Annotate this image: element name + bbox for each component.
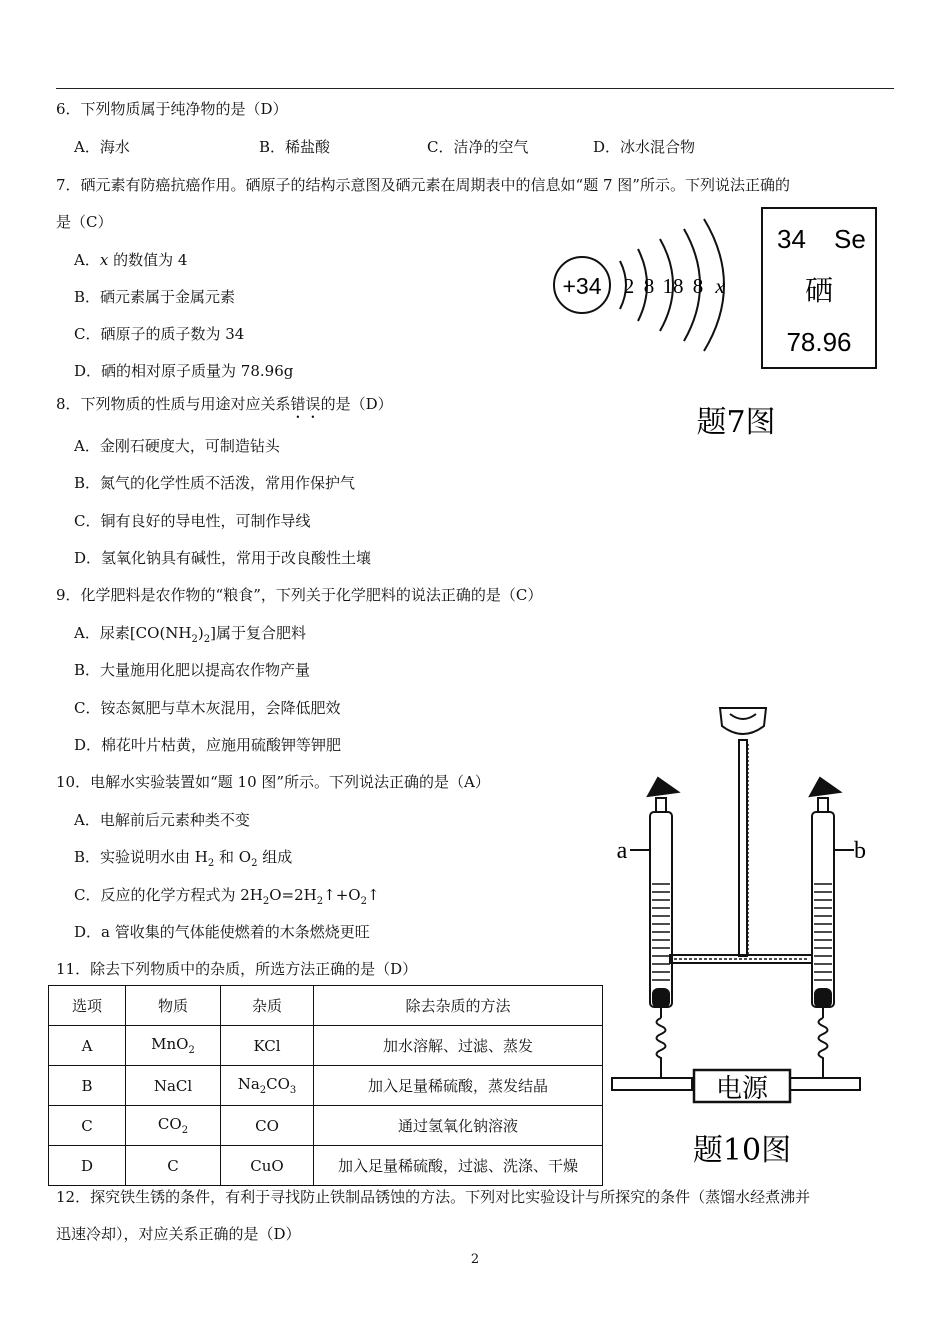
- q10-option-c-t1: C．反应的化学方程式为 2H: [74, 886, 263, 904]
- q10-option-c-t3: ↑+O: [323, 886, 361, 904]
- left-rail: [612, 1078, 692, 1090]
- left-stopcock-valve: [648, 778, 678, 796]
- q11-table: [48, 985, 603, 1186]
- atom-structure-diagram: [554, 219, 725, 351]
- table-cell-method: 通过氢氧化钠溶液: [314, 1106, 603, 1146]
- shell-count-3: 18: [662, 274, 684, 298]
- q9-option-a-t2: ): [197, 624, 204, 642]
- right-tube: [812, 812, 834, 1007]
- q8-option-d: D．氢氧化钠具有碱性，常用于改良酸性土壤: [74, 549, 372, 567]
- q9-option-b: B．大量施用化肥以提高农作物产量: [74, 661, 311, 679]
- table-cell-impurity: [221, 1106, 314, 1146]
- q11-stem: 11．除去下列物质中的杂质，所选方法正确的是（D）: [56, 960, 418, 978]
- table-cell-substance: [126, 1066, 221, 1106]
- q9-stem: 9．化学肥料是农作物的“粮食”，下列关于化学肥料的说法正确的是（C）: [56, 586, 543, 604]
- q7-figure: [548, 205, 888, 450]
- q9-option-a-sub1: 2: [191, 634, 198, 645]
- table-cell-method: 加入足量稀硫酸，蒸发结晶: [314, 1066, 603, 1106]
- formula-sub: 2: [259, 1085, 267, 1096]
- table-header-cell: 除去杂质的方法: [314, 986, 603, 1026]
- table-header-row: [49, 986, 603, 1026]
- q7-option-d: D．硒的相对原子质量为 78.96g: [74, 362, 294, 380]
- q7-figure-caption: 题7图: [696, 405, 776, 440]
- q9-option-d: D．棉花叶片枯黄，应施用硫酸钾等钾肥: [74, 736, 342, 754]
- formula-text: NaCl: [153, 1076, 193, 1095]
- table-cell-method: 加水溶解、过滤、蒸发: [314, 1026, 603, 1066]
- q8-option-c: C．铜有良好的导电性，可制作导线: [74, 512, 311, 530]
- q9-option-a-t3: ]属于复合肥料: [210, 624, 306, 642]
- formula-text: CO: [157, 1115, 182, 1133]
- top-rule: [56, 88, 894, 89]
- formula-sub: 2: [181, 1125, 189, 1136]
- table-cell-option: A: [49, 1026, 126, 1066]
- element-name: 硒: [804, 274, 834, 307]
- nucleus-charge: +34: [562, 273, 602, 299]
- right-stopcock-valve: [810, 778, 840, 796]
- q10-option-c-sub1: 2: [262, 896, 270, 907]
- q10-option-b-t2: 和 O: [214, 848, 252, 866]
- q10-option-c-sub3: 2: [360, 896, 367, 907]
- left-electrode: [652, 988, 670, 1008]
- q6-stem: 6．下列物质属于纯净物的是（D）: [56, 100, 288, 118]
- table-row: [49, 1106, 603, 1146]
- shell-count-2: 8: [643, 274, 655, 298]
- left-tube: [650, 812, 672, 1007]
- table-cell-method: 加入足量稀硫酸，过滤、洗涤、干燥: [314, 1146, 603, 1186]
- label-a: a: [616, 838, 628, 864]
- shell-count-4: 8: [692, 274, 704, 298]
- q9-option-a-sub2: 2: [203, 634, 211, 645]
- q7-stem-line2: 是（C）: [56, 213, 113, 231]
- periodic-table-cell: [762, 208, 876, 368]
- right-electrode: [814, 988, 832, 1008]
- q12-stem-line2: 迅速冷却），对应关系正确的是（D）: [56, 1225, 301, 1243]
- right-coil: [819, 1018, 828, 1078]
- q8-option-a: A．金刚石硬度大，可制造钻头: [74, 437, 280, 455]
- formula-text: KCl: [253, 1036, 281, 1055]
- table-header-cell: 杂质: [221, 986, 314, 1026]
- q10-option-a: A．电解前后元素种类不变: [74, 811, 250, 829]
- q10-stem: 10．电解水实验装置如“题 10 图”所示。下列说法正确的是（A）: [56, 773, 490, 791]
- q6-options: [74, 136, 695, 157]
- funnel-stem: [739, 740, 747, 956]
- element-atomic-mass: 78.96: [786, 327, 852, 357]
- electrolysis-apparatus: [612, 708, 860, 1102]
- table-row: [49, 1026, 603, 1066]
- element-symbol: Se: [834, 224, 866, 254]
- q10-option-c-t4: ↑: [366, 886, 380, 904]
- formula-text: C: [167, 1156, 179, 1175]
- formula-text: CuO: [250, 1156, 284, 1175]
- table-cell-substance: [126, 1106, 221, 1146]
- table-row: [49, 1146, 603, 1186]
- q7-option-a-prefix: A．: [74, 251, 100, 269]
- q8-stem-part1: 8．下列物质的性质与用途对应关系: [56, 395, 291, 413]
- table-row: [49, 1066, 603, 1106]
- page-number: 2: [470, 1252, 480, 1267]
- q7-stem-line1: 7．硒元素有防癌抗癌作用。硒原子的结构示意图及硒元素在周期表中的信息如“题 7 图”所示。下列说法正确的: [56, 176, 790, 194]
- table-cell-option: B: [49, 1066, 126, 1106]
- table-cell-option: C: [49, 1106, 126, 1146]
- q7-option-a-var: x: [99, 251, 109, 269]
- q10-option-b-sub1: 2: [207, 858, 215, 869]
- table-cell-impurity: [221, 1066, 314, 1106]
- q8-stem-emphasis: 错误: [290, 395, 321, 413]
- formula-sub: 2: [188, 1045, 195, 1056]
- label-b: b: [854, 838, 866, 864]
- q7-option-a-suffix: 的数值为 4: [108, 251, 188, 269]
- table-cell-substance: [126, 1026, 221, 1066]
- q6-option-a: A．海水: [74, 138, 130, 156]
- table-header-cell: 选项: [49, 986, 126, 1026]
- q10-option-c-t2: O=2H: [269, 886, 317, 904]
- formula-text: Na: [237, 1075, 260, 1093]
- q9-option-a-t1: A．尿素[CO(NH: [74, 624, 192, 642]
- q6-option-d: D．冰水混合物: [593, 138, 696, 156]
- right-stopcock-neck: [818, 798, 828, 812]
- formula-text: MnO: [151, 1035, 189, 1053]
- q8-stem: [56, 393, 393, 422]
- left-coil: [657, 1018, 666, 1078]
- q6-option-c: C．洁净的空气: [427, 138, 529, 156]
- q10-option-d: D．a 管收集的气体能使燃着的木条燃烧更旺: [74, 923, 370, 941]
- funnel-cup: [720, 708, 766, 734]
- formula-text: CO: [266, 1075, 290, 1093]
- q8-stem-part2: 的是（D）: [320, 395, 393, 413]
- right-rail: [790, 1078, 860, 1090]
- q10-option-b: [74, 846, 292, 869]
- q10-option-b-t3: 组成: [257, 848, 293, 866]
- q12-stem-line1: 12．探究铁生锈的条件，有利于寻找防止铁制品锈蚀的方法。下列对比实验设计与所探究的条件（蒸馏水经煮沸并: [56, 1188, 811, 1206]
- table-cell-impurity: [221, 1026, 314, 1066]
- q8-option-b: B．氮气的化学性质不活泼，常用作保护气: [74, 474, 356, 492]
- table-cell-option: D: [49, 1146, 126, 1186]
- q6-option-b: B．稀盐酸: [259, 138, 331, 156]
- shell-count-5: x: [715, 274, 725, 298]
- graduation-marks: [652, 744, 832, 980]
- element-atomic-number: 34: [777, 224, 806, 254]
- shell-count-1: 2: [623, 274, 635, 298]
- table-cell-impurity: [221, 1146, 314, 1186]
- q10-figure: [608, 700, 868, 1175]
- q7-option-c: C．硒原子的质子数为 34: [74, 325, 245, 343]
- table-header-cell: 物质: [126, 986, 221, 1026]
- q10-option-c-sub2: 2: [316, 896, 324, 907]
- q9-option-c: C．铵态氮肥与草木灰混用，会降低肥效: [74, 699, 341, 717]
- q9-option-a: [74, 622, 306, 645]
- q10-option-b-t1: B．实验说明水由 H: [74, 848, 208, 866]
- q10-option-b-sub2: 2: [251, 858, 258, 869]
- power-label: 电源: [715, 1074, 769, 1104]
- q10-figure-caption: 题10图: [692, 1133, 792, 1168]
- q7-option-b: B．硒元素属于金属元素: [74, 288, 236, 306]
- table-cell-substance: [126, 1146, 221, 1186]
- left-stopcock-neck: [656, 798, 666, 812]
- q7-option-a: [74, 249, 187, 270]
- formula-text: CO: [255, 1116, 279, 1135]
- formula-sub: 3: [289, 1085, 297, 1096]
- funnel-rim: [730, 714, 756, 719]
- q10-option-c: [74, 884, 380, 907]
